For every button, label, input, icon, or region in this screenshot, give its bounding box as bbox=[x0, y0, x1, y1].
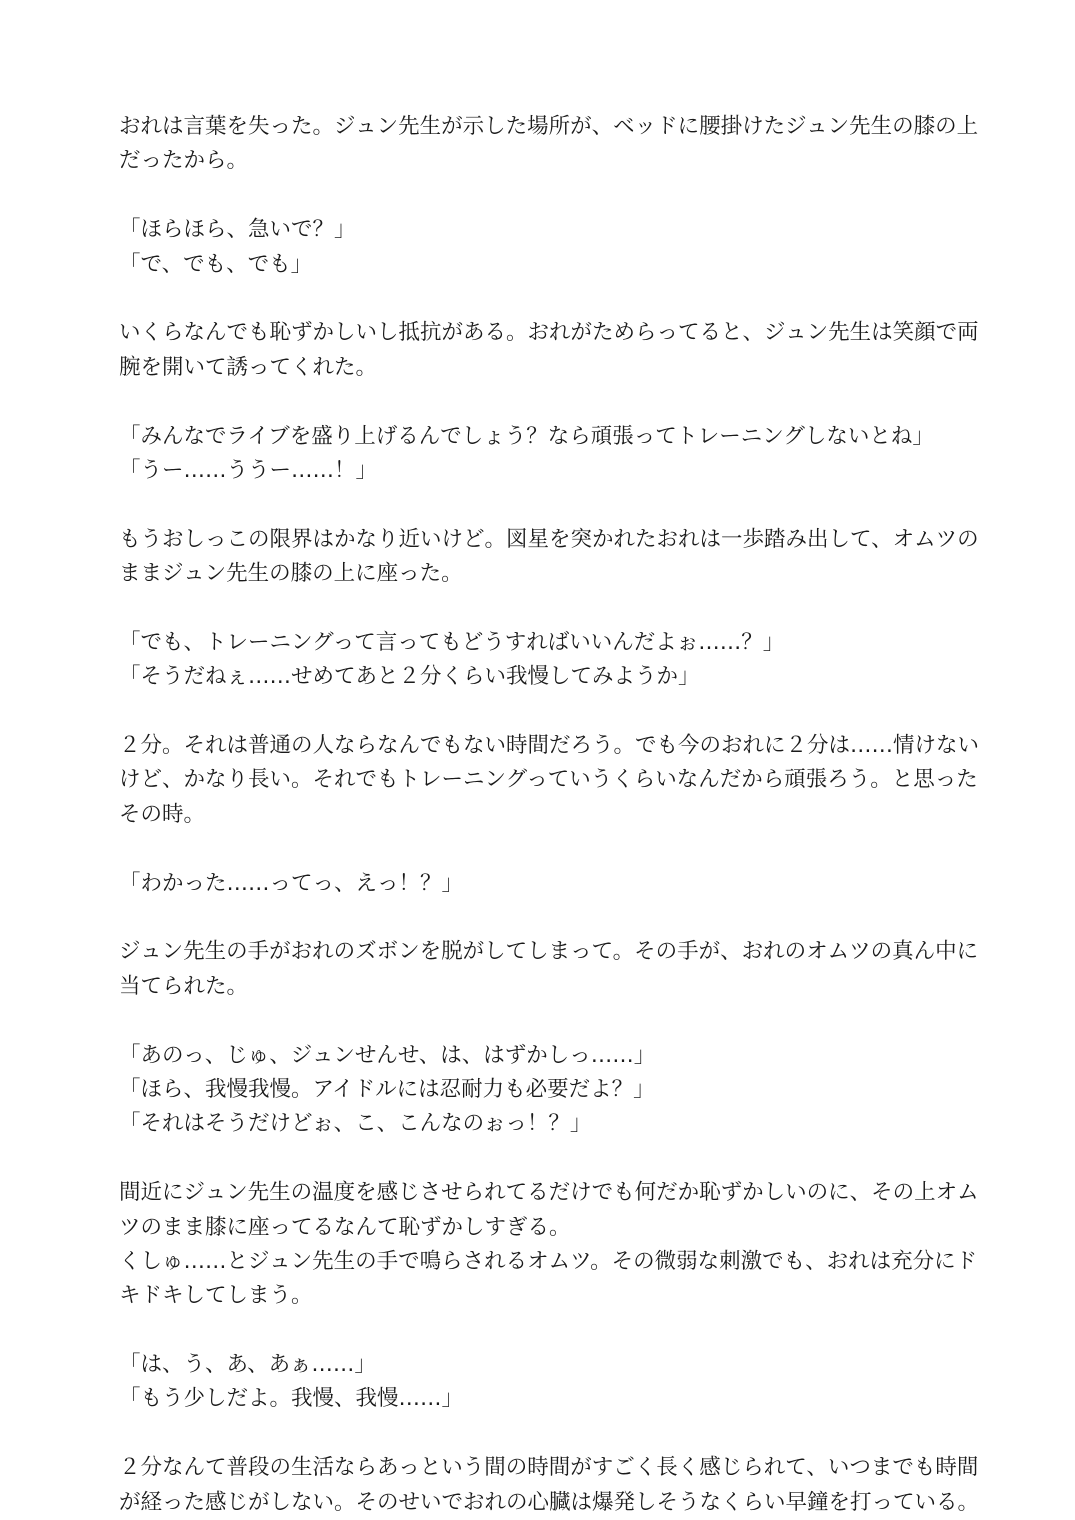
paragraph bbox=[119, 935, 979, 1004]
text-line: ジュン先生の手がおれのズボンを脱がしてしまって。その手が、おれのオムツの真ん中に bbox=[119, 939, 979, 965]
paragraph bbox=[119, 110, 979, 179]
blank-line bbox=[119, 1314, 959, 1348]
blank-line bbox=[119, 832, 959, 866]
dialogue-line: 「それはそうだけどぉ、こ、こんなのぉっ！？」 bbox=[119, 1111, 592, 1137]
text-line: ままジュン先生の膝の上に座った。 bbox=[119, 561, 463, 587]
paragraph bbox=[119, 420, 959, 489]
text-line: もうおしっこの限界はかなり近いけど。図星を突かれたおれは一歩踏み出して、オムツの bbox=[119, 526, 979, 552]
document-page bbox=[119, 110, 980, 1520]
dialogue-line: 「わかった……ってっ、えっ！？」 bbox=[119, 870, 464, 896]
paragraph bbox=[119, 1451, 980, 1520]
text-line: 当てられた。 bbox=[119, 973, 249, 999]
blank-line bbox=[119, 1142, 959, 1176]
paragraph bbox=[119, 729, 980, 832]
dialogue-line: 「ほらほら、急いで？」 bbox=[119, 217, 356, 243]
text-line: いくらなんでも恥ずかしいし抵抗がある。おれがためらってると、ジュン先生は笑顔で両 bbox=[119, 320, 979, 346]
text-line: ２分なんて普段の生活ならあっという間の時間がすごく長く感じられて、いつまでも時間 bbox=[119, 1455, 979, 1481]
text-line: その時。 bbox=[119, 801, 206, 827]
paragraph bbox=[119, 867, 959, 901]
dialogue-line: 「みんなでライブを盛り上げるんでしょう？なら頑張ってトレーニングしないとね」 bbox=[119, 423, 934, 449]
text-line: おれは言葉を失った。ジュン先生が示した場所が、ベッドに腰掛けたジュン先生の膝の上 bbox=[119, 114, 979, 139]
blank-line bbox=[119, 901, 959, 935]
dialogue-line: 「うー……ううー……！」 bbox=[119, 457, 378, 483]
dialogue-line: 「ほら、我慢我慢。アイドルには忍耐力も必要だよ？」 bbox=[119, 1076, 655, 1102]
paragraph bbox=[119, 316, 979, 385]
text-line: 間近にジュン先生の温度を感じさせられてるだけでも何だか恥ずかしいのに、その上オム bbox=[119, 1180, 979, 1206]
paragraph bbox=[119, 1348, 959, 1417]
text-line: けど、かなり長い。それでもトレーニングっていうくらいなんだから頑張ろう。と思った bbox=[119, 767, 978, 793]
blank-line bbox=[119, 591, 959, 625]
dialogue-line: 「あのっ、じゅ、ジュンせんせ、は、はずかしっ……」 bbox=[119, 1042, 656, 1068]
text-line: くしゅ……とジュン先生の手で鳴らされるオムツ。その微弱な刺激でも、おれは充分にド bbox=[119, 1248, 978, 1274]
blank-line bbox=[119, 695, 959, 729]
text-line: 腕を開いて誘ってくれた。 bbox=[119, 354, 378, 380]
blank-line bbox=[119, 488, 959, 522]
dialogue-line: 「もう少しだよ。我慢、我慢……」 bbox=[119, 1386, 464, 1412]
dialogue-line: 「は、う、あ、あぁ……」 bbox=[119, 1352, 376, 1378]
blank-line bbox=[119, 179, 959, 213]
blank-line bbox=[119, 1417, 959, 1451]
paragraph bbox=[119, 1039, 959, 1142]
paragraph bbox=[119, 626, 959, 695]
text-line: ２分。それは普通の人ならなんでもない時間だろう。でも今のおれに２分は……情けない bbox=[119, 733, 980, 759]
blank-line bbox=[119, 385, 959, 419]
paragraph bbox=[119, 523, 979, 592]
text-line: だったから。 bbox=[119, 148, 249, 174]
text-line: が経った感じがしない。そのせいでおれの心臓は爆発しそうなくらい早鐘を打っている。 bbox=[119, 1489, 980, 1515]
paragraph bbox=[119, 1176, 979, 1314]
blank-line bbox=[119, 1004, 959, 1038]
text-line: ツのまま膝に座ってるなんて恥ずかしすぎる。 bbox=[119, 1214, 571, 1240]
dialogue-line: 「で、でも、でも」 bbox=[119, 251, 313, 277]
dialogue-line: 「でも、トレーニングって言ってもどうすればいいんだよぉ……？」 bbox=[119, 629, 785, 655]
dialogue-line: 「そうだねぇ……せめてあと２分くらい我慢してみようか」 bbox=[119, 664, 700, 690]
blank-line bbox=[119, 282, 959, 316]
text-line: キドキしてしまう。 bbox=[119, 1283, 313, 1309]
paragraph bbox=[119, 213, 959, 282]
